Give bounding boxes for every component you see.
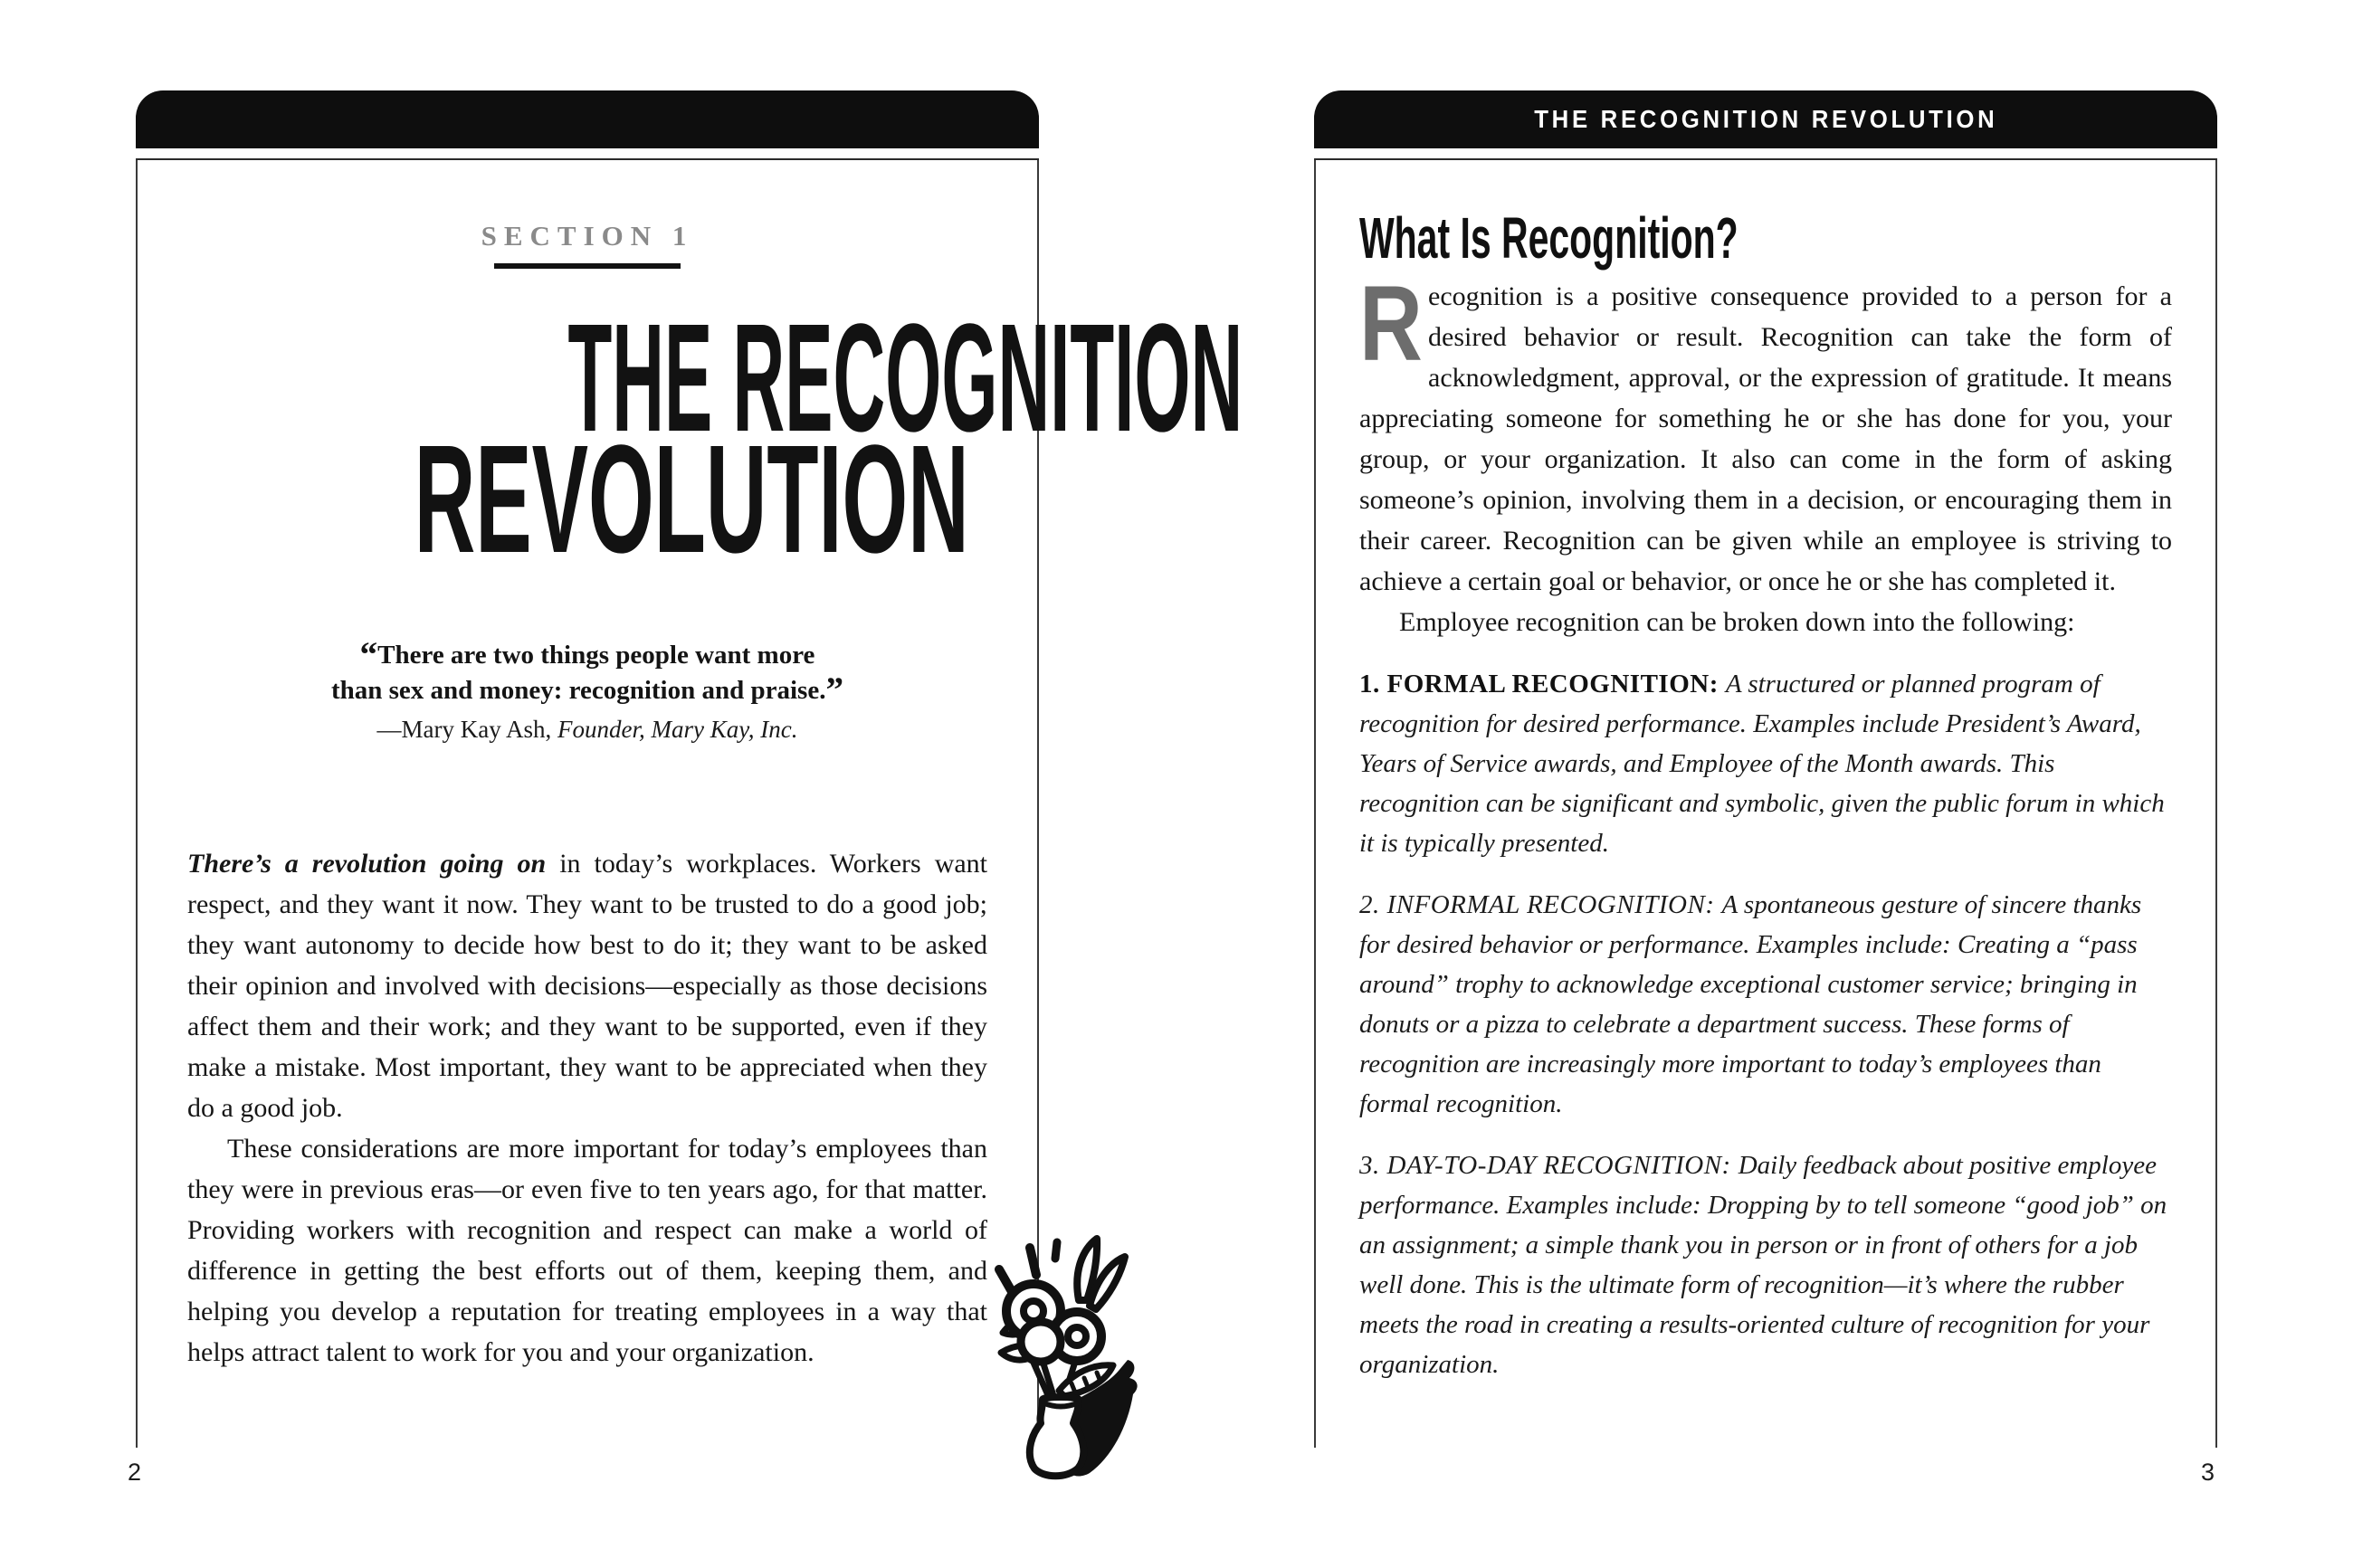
- left-body-copy: [187, 843, 987, 1373]
- definition-paragraph: Recognition is a positive consequence provided to a person for a desired behavior or result. Recognition can take the form of acknowledgment, approval, or the expression of gratitude. It means appreciating someone for something he or she has done for you, your group, or your organization. It also can come in the form of asking someone’s opinion, involving them in a decision, or encouraging them in their career. Recognition can be given while an employee is striving to achieve a certain goal or behavior, or once he or she has completed it.: [1359, 264, 2172, 596]
- paragraph-lead-in: There’s a revolution going on: [187, 849, 547, 879]
- item-label: 2. INFORMAL RECOGNITION:: [1359, 890, 1715, 919]
- right-page-body: [1314, 160, 2217, 1448]
- page-number-right: 3: [2201, 1459, 2215, 1486]
- page-title: What Is Recognition?: [1359, 205, 1739, 271]
- close-quote-mark: ”: [825, 670, 844, 710]
- list-item-day-to-day-recognition: 3. DAY-TO-DAY RECOGNITION: Daily feedback about positive employee performance. Examples include: Dropping by to tell someone “good job” on an assignment; a simple thank you in person or in front of others for a job well done. This is the ultimate form of recognition—it’s where the rubber meets the road in creating a results-oriented culture of recognition for your organization.: [1359, 1151, 2167, 1379]
- left-page-header-bar: [136, 90, 1039, 148]
- chapter-title-line-2: REVOLUTION: [414, 413, 969, 585]
- list-item-informal-recognition: 2. INFORMAL RECOGNITION: A spontaneous gesture of sincere thanks for desired behavior or performance. Examples include: Creating a “pass around” trophy to acknowledge exceptional customer service; bringing in donuts or a pizza to celebrate a department success. These forms of recognition are increasingly more important to today’s employees than formal recognition.: [1359, 890, 2142, 1118]
- page-number-left: 2: [128, 1459, 142, 1486]
- open-quote-mark: “: [359, 635, 378, 675]
- left-page: [136, 90, 1243, 1448]
- item-label: 3. DAY-TO-DAY RECOGNITION:: [1359, 1151, 1731, 1180]
- paragraph-2: These considerations are more important for today’s employees than they were in previous eras—or even five to ten years ago, for that matter. Providing workers with recognition and respect can make a world of difference in getting the best efforts out of them, keeping them, and helping you develop a reputation for treating employees in a way that helps attract talent to work for you and your organization.: [187, 1134, 987, 1367]
- pull-quote: [187, 635, 987, 744]
- right-page: [1314, 90, 2217, 1448]
- list-item-formal-recognition: 1. FORMAL RECOGNITION: A structured or planned program of recognition for desired performance. Examples include President’s Award, Years of Service awards, and Employee of the Month awards. This recognition can be significant and symbolic, given the public forum in which it is typically presented.: [1359, 670, 2165, 858]
- flowers-in-vase-illustration: [977, 1210, 1149, 1486]
- quote-line-1: “There are two things people want more: [359, 635, 815, 675]
- running-header: THE RECOGNITION REVOLUTION: [1533, 105, 1998, 133]
- chapter-title: [187, 292, 1243, 585]
- left-page-body: [136, 160, 1243, 1448]
- section-label-wrap: [187, 160, 987, 269]
- paragraph-1: There’s a revolution going on in today’s workplaces. Workers want respect, and they want it now. They want to be trusted to do a good job; they want autonomy to decide how best to do it; they want to be asked their opinion and involved with decisions—especially as those decisions affect them and their work; and they want to be supported, even if they make a mistake. Most important, they want to be appreciated when they do a good job.: [187, 849, 988, 1123]
- right-page-header-bar: [1314, 90, 2217, 148]
- dropcap-letter: R: [1359, 264, 1423, 384]
- chapter-title-line-1: THE RECOGNITION: [567, 292, 1243, 464]
- section-label: SECTION 1: [481, 220, 694, 252]
- item-label: 1. FORMAL RECOGNITION:: [1359, 670, 1719, 698]
- quote-line-2: than sex and money: recognition and praise.”: [330, 670, 844, 710]
- section-underline: [494, 263, 681, 269]
- quote-attribution: —Mary Kay Ash, Founder, Mary Kay, Inc.: [376, 716, 798, 743]
- lead-in-to-list: Employee recognition can be broken down into the following:: [1399, 607, 2075, 637]
- heading-wrap: [1359, 160, 2172, 269]
